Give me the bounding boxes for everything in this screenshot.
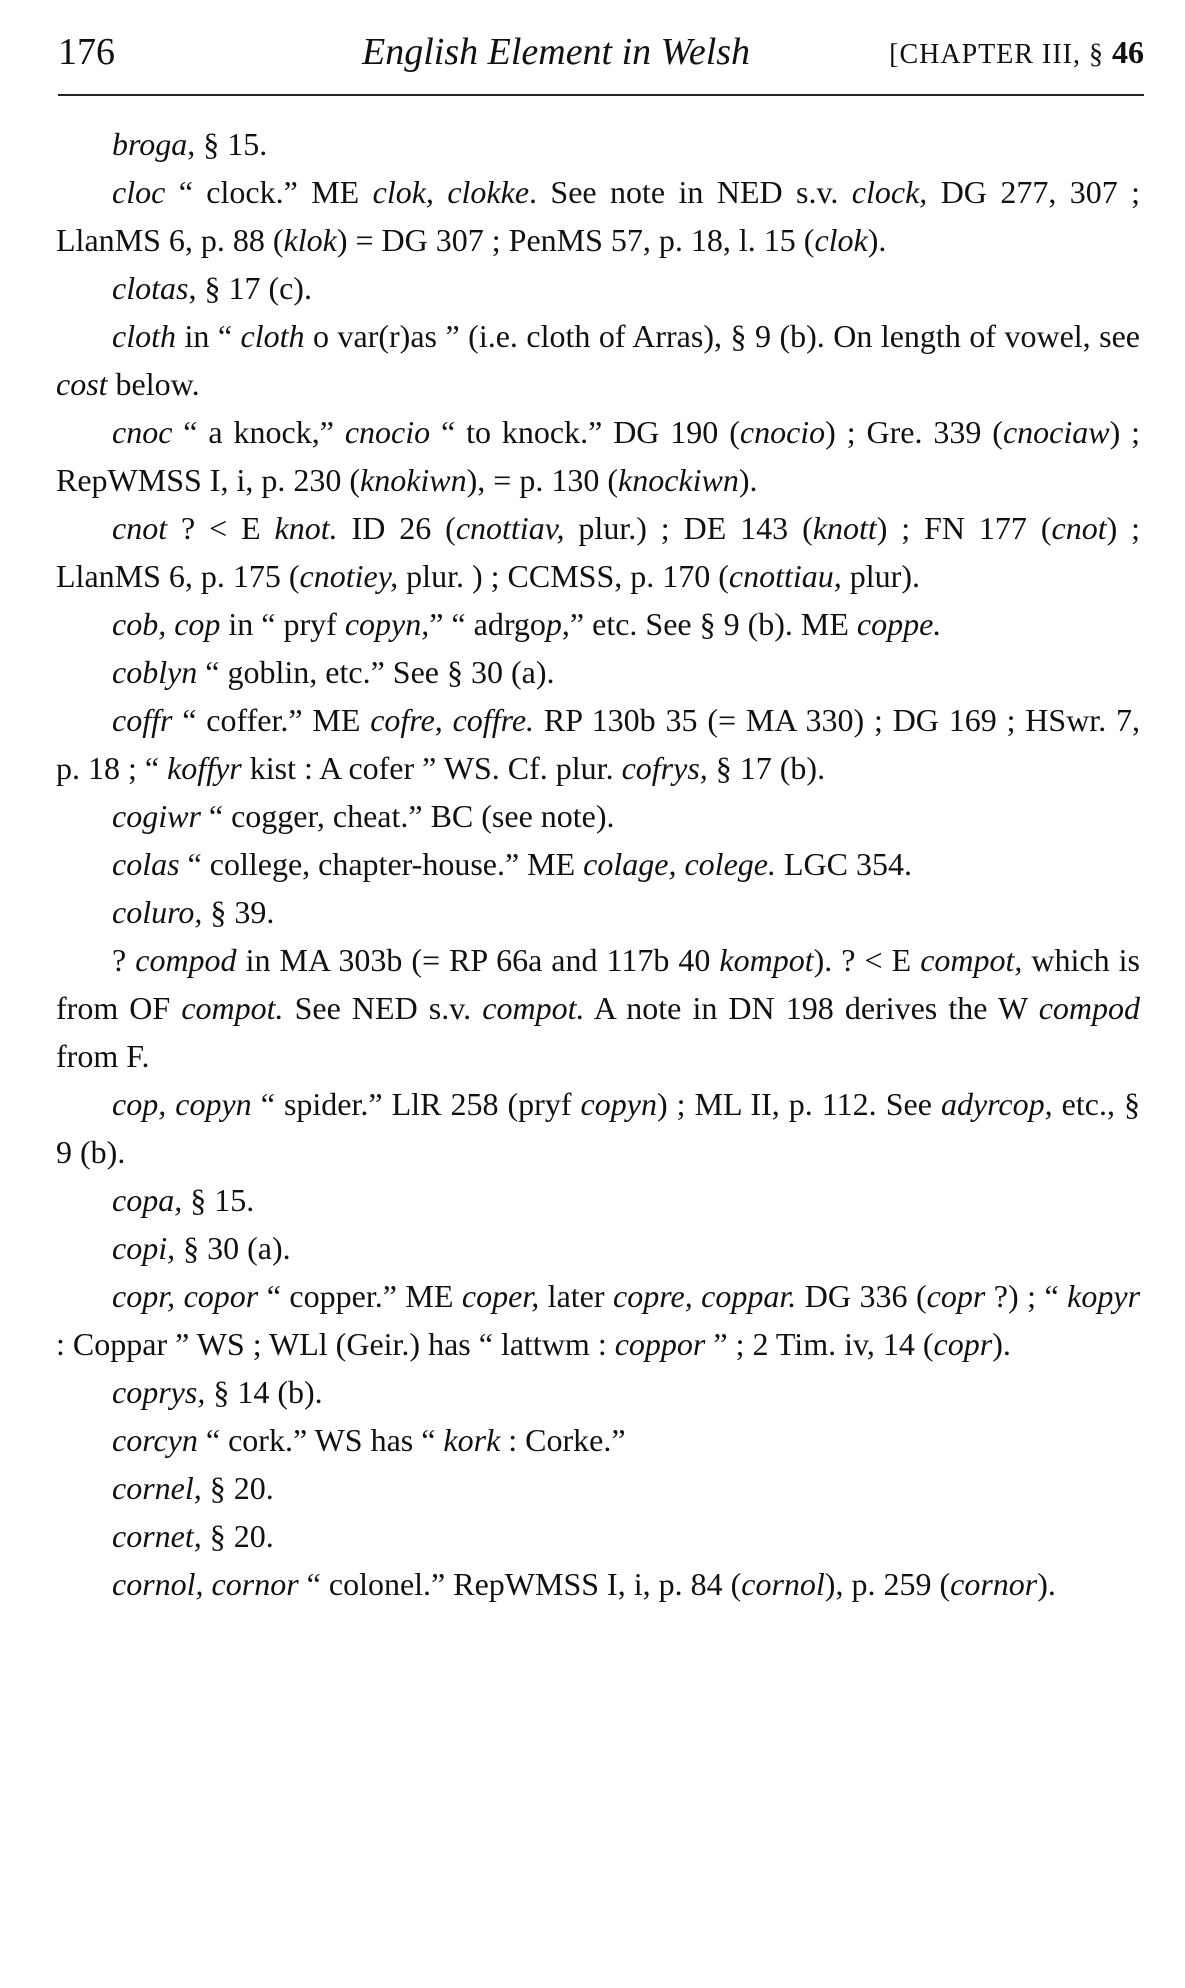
entry-italic-text: coluro, [112,894,203,930]
entry-italic-text: coprys, [112,1374,206,1410]
entry-text: DG 277, 307 ; LlanMS 6, p. 88 ( [56,174,1141,258]
dictionary-entry [56,168,1140,264]
dictionary-entry [56,312,1140,408]
entry-text: ) ; Gre. 339 ( [825,414,1003,450]
entry-italic-text: clok [814,222,868,258]
entry-italic-text: cnot [112,510,168,546]
entry-text: o var(r)as ” (i.e. cloth of Arras), § 9 (b). On length of vowel, see [304,318,1141,354]
entry-text: “ coffer.” ME [172,702,371,738]
entry-text: ), p. 259 ( [824,1566,951,1602]
entry-italic-text: cob, cop [112,606,221,642]
section-number: 46 [1112,34,1144,70]
section-label: [CHAPTER III, § [889,39,1104,70]
entry-text: ). [867,222,887,258]
entry-italic-text: clotas [112,270,189,306]
entry-text: RP 130b 35 (= MA 330) ; DG 169 ; HSwr. 7, p. 18 ; “ [56,702,1141,786]
entry-text: kist : A cofer ” WS. Cf. plur. [241,750,622,786]
entry-italic-text: copr [933,1326,993,1362]
entry-text: from F. [56,1038,150,1074]
entry-text: ), = p. 130 ( [466,462,618,498]
entry-text: § 30 (a). [175,1230,291,1266]
entry-italic-text: cornel, [112,1470,202,1506]
running-header [58,22,1144,82]
entry-text: “ goblin, etc.” See § 30 (a). [197,654,555,690]
entry-italic-text: cornor [950,1566,1038,1602]
entry-italic-text: cofrys, [621,750,708,786]
entry-text: “ copper.” ME [258,1278,462,1314]
entry-italic-text: coper, [461,1278,540,1314]
entry-text: , § 17 (c). [188,270,312,306]
entry-text: , § 15. [187,126,268,162]
entry-italic-text: coppe. [856,606,942,642]
dictionary-entry [56,936,1140,1080]
dictionary-entry [56,1512,1140,1560]
entry-text: ). [992,1326,1011,1362]
entry-italic-text: cloth [240,318,305,354]
entry-italic-text: corcyn [112,1422,198,1458]
entry-text: A note in DN 198 derives the W [584,990,1039,1026]
entry-italic-text: cloth [112,318,176,354]
entry-text: plur.) ; DE 143 ( [564,510,813,546]
entry-italic-text: knokiwn [360,462,467,498]
entry-text: ? < E [167,510,275,546]
entry-italic-text: broga [112,126,188,162]
entry-text: § 20. [201,1470,274,1506]
entry-italic-text: compot, [920,942,1023,978]
entry-text: ) ; ML II, p. 112. See [656,1086,941,1122]
entry-text: plur. ) ; CCMSS, p. 170 ( [398,558,729,594]
entry-italic-text: knott [812,510,877,546]
entry-text: later [539,1278,614,1314]
dictionary-entry [56,1272,1140,1368]
entry-italic-text: klok [283,222,337,258]
entry-italic-text: cnoc [112,414,173,450]
entry-text: plur). [841,558,920,594]
entry-italic-text: copr [926,1278,986,1314]
entry-italic-text: knot. [274,510,338,546]
entry-text: ) ; LlanMS 6, p. 175 ( [56,510,1141,594]
entry-text: ) ; FN 177 ( [876,510,1052,546]
entry-text: below. [107,366,200,402]
entry-italic-text: cost [56,366,108,402]
dictionary-entry [56,264,1140,312]
entry-italic-text: kopyr [1067,1278,1141,1314]
entry-italic-text: coppor [614,1326,706,1362]
entry-text: : Corke.” [500,1422,626,1458]
entry-text: “ a knock,” [172,414,345,450]
entry-text: etc., § 9 (b). [56,1086,1141,1170]
entry-text: § 15. [182,1182,255,1218]
entry-text: ID 26 ( [337,510,456,546]
entry-italic-text: cnot [1051,510,1107,546]
dictionary-entry [56,888,1140,936]
entry-text: ) ; RepWMSS I, i, p. 230 ( [56,414,1141,498]
entry-italic-text: cogiwr [112,798,201,834]
dictionary-entry [56,1224,1140,1272]
entry-text: ?) ; “ [985,1278,1068,1314]
entry-text: which is from OF [56,942,1141,1026]
entry-text: ” ; 2 Tim. iv, 14 ( [705,1326,934,1362]
entry-italic-text: knockiwn [618,462,739,498]
dictionary-entry [56,1416,1140,1464]
entry-text: § 14 (b). [205,1374,323,1410]
entry-italic-text: copyn [580,1086,657,1122]
entry-text: § 39. [202,894,275,930]
header-rule [58,94,1144,96]
entry-italic-text: compod [1038,990,1141,1026]
entry-italic-text: copi, [112,1230,176,1266]
entry-italic-text: cnottiau, [728,558,842,594]
entry-italic-text: cornet, [112,1518,202,1554]
entry-italic-text: clok, clokke [372,174,530,210]
entry-text: in “ [175,318,241,354]
entry-italic-text: clock, [851,174,928,210]
page-number: 176 [58,31,115,73]
dictionary-entry [56,648,1140,696]
dictionary-entry [56,1464,1140,1512]
section-reference [889,34,1144,71]
entry-text: “ colonel.” RepWMSS I, i, p. 84 ( [298,1566,742,1602]
entry-italic-text: adyrcop, [940,1086,1053,1122]
entry-italic-text: cofre, coffre. [370,702,535,738]
entry-text: ). [738,462,758,498]
entry-italic-text: koffyr [167,750,242,786]
entry-text: DG 336 ( [796,1278,927,1314]
entry-italic-text: cloc [112,174,166,210]
entry-italic-text: cnocio [344,414,431,450]
entry-text: in “ pryf [220,606,345,642]
entry-italic-text: p [545,606,562,642]
dictionary-entry [56,840,1140,888]
entry-text: § 17 (b). [707,750,826,786]
entry-italic-text: copa, [112,1182,183,1218]
dictionary-entry [56,1560,1140,1608]
entry-text: in MA 303b (= RP 66a and 117b 40 [236,942,720,978]
dictionary-entry [56,1080,1140,1176]
entry-italic-text: copr, copor [112,1278,259,1314]
entry-italic-text: compot. [181,990,284,1026]
dictionary-entry [56,696,1140,792]
entry-text: ). [1037,1566,1056,1602]
entry-italic-text: colas [112,846,180,882]
running-title: English Element in Welsh [362,31,751,73]
entry-italic-text: cnotiey, [299,558,399,594]
entry-text: : Coppar ” WS ; WLl (Geir.) has “ lattwm : [56,1326,615,1362]
dictionary-entry [56,408,1140,504]
entry-text: ) = DG 307 ; PenMS 57, p. 18, l. 15 ( [336,222,815,258]
entry-text: ). ? < E [813,942,921,978]
entry-text: ,” etc. See § 9 (b). ME [561,606,857,642]
entry-italic-text: compod [135,942,237,978]
dictionary-entries [56,120,1140,1608]
entry-italic-text: colage, colege. [583,846,776,882]
entry-italic-text: cornol, cornor [112,1566,299,1602]
dictionary-entry [56,504,1140,600]
dictionary-entry [56,1368,1140,1416]
entry-italic-text: cornol [741,1566,825,1602]
dictionary-entry [56,1176,1140,1224]
entry-italic-text: coffr [112,702,173,738]
entry-italic-text: kompot [719,942,814,978]
dictionary-entry [56,600,1140,648]
entry-text: ? [112,942,136,978]
entry-italic-text: coblyn [112,654,198,690]
entry-italic-text: kork [443,1422,501,1458]
entry-text: . See note in NED s.v. [529,174,852,210]
entry-text: See NED s.v. [283,990,483,1026]
entry-italic-text: copyn, [344,606,430,642]
dictionary-entry [56,120,1140,168]
entry-text: “ to knock.” DG 190 ( [430,414,740,450]
dictionary-entry [56,792,1140,840]
entry-italic-text: copre, coppar. [613,1278,797,1314]
entry-italic-text: cnociaw [1002,414,1110,450]
entry-text: LGC 354. [775,846,912,882]
entry-text: ” “ adrgo [429,606,546,642]
entry-text: “ spider.” LlR 258 (pryf [251,1086,581,1122]
entry-text: “ cogger, cheat.” BC (see note). [200,798,615,834]
entry-italic-text: cop, copyn [112,1086,252,1122]
entry-text: “ clock.” ME [165,174,373,210]
entry-text: “ cork.” WS has “ [197,1422,444,1458]
entry-italic-text: compot. [482,990,585,1026]
entry-text: § 20. [201,1518,274,1554]
entry-italic-text: cnottiav, [455,510,565,546]
entry-italic-text: cnocio [739,414,826,450]
entry-text: “ college, chapter-house.” ME [179,846,584,882]
